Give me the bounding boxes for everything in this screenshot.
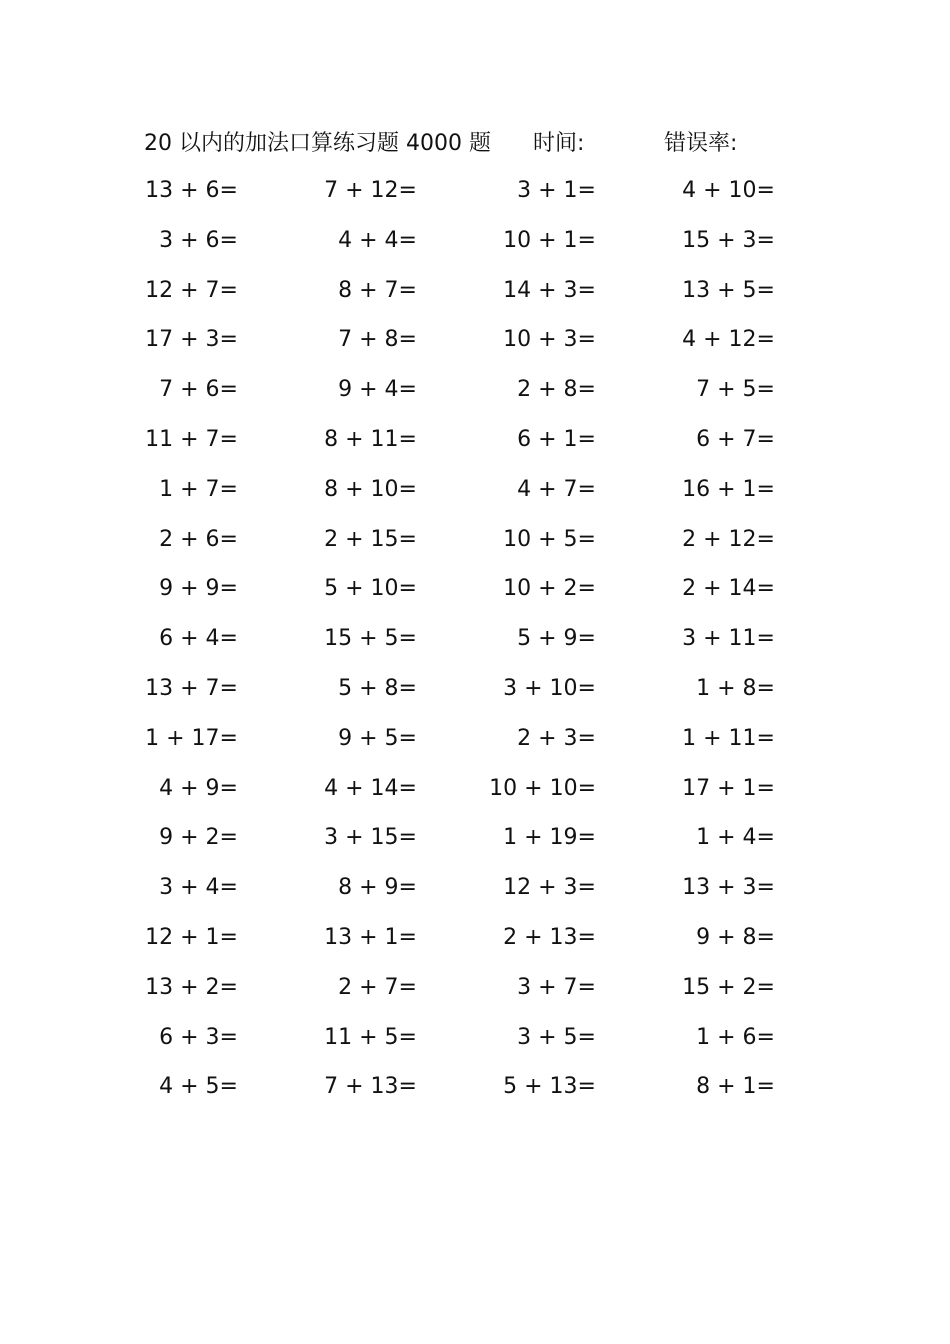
problem-row [0,614,950,664]
addition-problem: 16 + 1= [682,476,775,502]
problem-row [0,315,950,365]
problem-row [0,515,950,565]
addition-problem: 13 + 6= [145,178,238,203]
problem-row [0,913,950,963]
addition-problem: 5 + 9= [517,626,596,652]
addition-problem: 4 + 14= [324,775,417,801]
addition-problem: 4 + 10= [682,178,775,203]
addition-problem: 6 + 1= [517,426,596,452]
addition-problem: 13 + 3= [682,875,775,901]
addition-problem: 3 + 11= [682,626,775,652]
addition-problem: 4 + 5= [159,1074,238,1100]
addition-problem: 13 + 5= [682,277,775,303]
addition-problem: 14 + 3= [503,277,596,303]
addition-problem: 10 + 2= [503,576,596,602]
addition-problem: 1 + 4= [696,825,775,851]
addition-problem: 8 + 7= [338,277,417,303]
addition-problem: 12 + 3= [503,875,596,901]
addition-problem: 4 + 7= [517,476,596,502]
addition-problem: 13 + 1= [324,924,417,950]
time-label: 时间: [533,131,585,156]
addition-problem: 3 + 6= [159,227,238,253]
addition-problem: 9 + 9= [159,576,238,602]
error-rate-label: 错误率: [664,131,738,156]
addition-problem: 7 + 6= [159,377,238,403]
addition-problem: 15 + 5= [324,626,417,652]
addition-problem: 3 + 5= [517,1024,596,1050]
addition-problem: 10 + 3= [503,327,596,353]
addition-problem: 12 + 7= [145,277,238,303]
problem-row [0,963,950,1013]
addition-problem: 17 + 1= [682,775,775,801]
addition-problem: 4 + 9= [159,775,238,801]
problem-row [0,863,950,913]
problem-row [0,664,950,714]
addition-problem: 2 + 6= [159,526,238,552]
problem-row [0,564,950,614]
addition-problem: 3 + 1= [517,178,596,203]
addition-problem: 2 + 3= [517,725,596,751]
addition-problem: 5 + 13= [503,1074,596,1100]
problem-grid [0,166,950,1112]
addition-problem: 2 + 7= [338,974,417,1000]
addition-problem: 10 + 5= [503,526,596,552]
addition-problem: 3 + 10= [503,675,596,701]
worksheet-header [0,124,950,164]
problem-row [0,266,950,316]
addition-problem: 6 + 4= [159,626,238,652]
problem-row [0,714,950,764]
addition-problem: 9 + 5= [338,725,417,751]
addition-problem: 5 + 10= [324,576,417,602]
addition-problem: 3 + 7= [517,974,596,1000]
addition-problem: 1 + 19= [503,825,596,851]
addition-problem: 1 + 8= [696,675,775,701]
addition-problem: 9 + 2= [159,825,238,851]
addition-problem: 15 + 3= [682,227,775,253]
addition-problem: 7 + 13= [324,1074,417,1100]
addition-problem: 3 + 15= [324,825,417,851]
addition-problem: 1 + 7= [159,476,238,502]
addition-problem: 7 + 8= [338,327,417,353]
addition-problem: 9 + 8= [696,924,775,950]
addition-problem: 13 + 2= [145,974,238,1000]
addition-problem: 10 + 1= [503,227,596,253]
problem-row [0,166,950,216]
problem-row [0,365,950,415]
problem-row [0,216,950,266]
addition-problem: 10 + 10= [489,775,596,801]
addition-problem: 2 + 15= [324,526,417,552]
addition-problem: 8 + 11= [324,426,417,452]
addition-problem: 1 + 11= [682,725,775,751]
addition-problem: 6 + 3= [159,1024,238,1050]
problem-row [0,813,950,863]
addition-problem: 7 + 12= [324,178,417,203]
addition-problem: 1 + 17= [145,725,238,751]
addition-problem: 15 + 2= [682,974,775,1000]
addition-problem: 6 + 7= [696,426,775,452]
addition-problem: 8 + 1= [696,1074,775,1100]
addition-problem: 2 + 13= [503,924,596,950]
problem-row [0,415,950,465]
problem-row [0,764,950,814]
addition-problem: 4 + 4= [338,227,417,253]
addition-problem: 12 + 1= [145,924,238,950]
addition-problem: 13 + 7= [145,675,238,701]
worksheet-title: 20 以内的加法口算练习题 4000 题 [144,131,491,156]
problem-row [0,465,950,515]
addition-problem: 3 + 4= [159,875,238,901]
addition-problem: 7 + 5= [696,377,775,403]
addition-problem: 1 + 6= [696,1024,775,1050]
addition-problem: 2 + 14= [682,576,775,602]
addition-problem: 8 + 10= [324,476,417,502]
addition-problem: 2 + 8= [517,377,596,403]
addition-problem: 9 + 4= [338,377,417,403]
addition-problem: 8 + 9= [338,875,417,901]
problem-row [0,1013,950,1063]
addition-problem: 17 + 3= [145,327,238,353]
addition-problem: 11 + 7= [145,426,238,452]
addition-problem: 5 + 8= [338,675,417,701]
addition-problem: 2 + 12= [682,526,775,552]
problem-row [0,1062,950,1112]
addition-problem: 4 + 12= [682,327,775,353]
addition-problem: 11 + 5= [324,1024,417,1050]
